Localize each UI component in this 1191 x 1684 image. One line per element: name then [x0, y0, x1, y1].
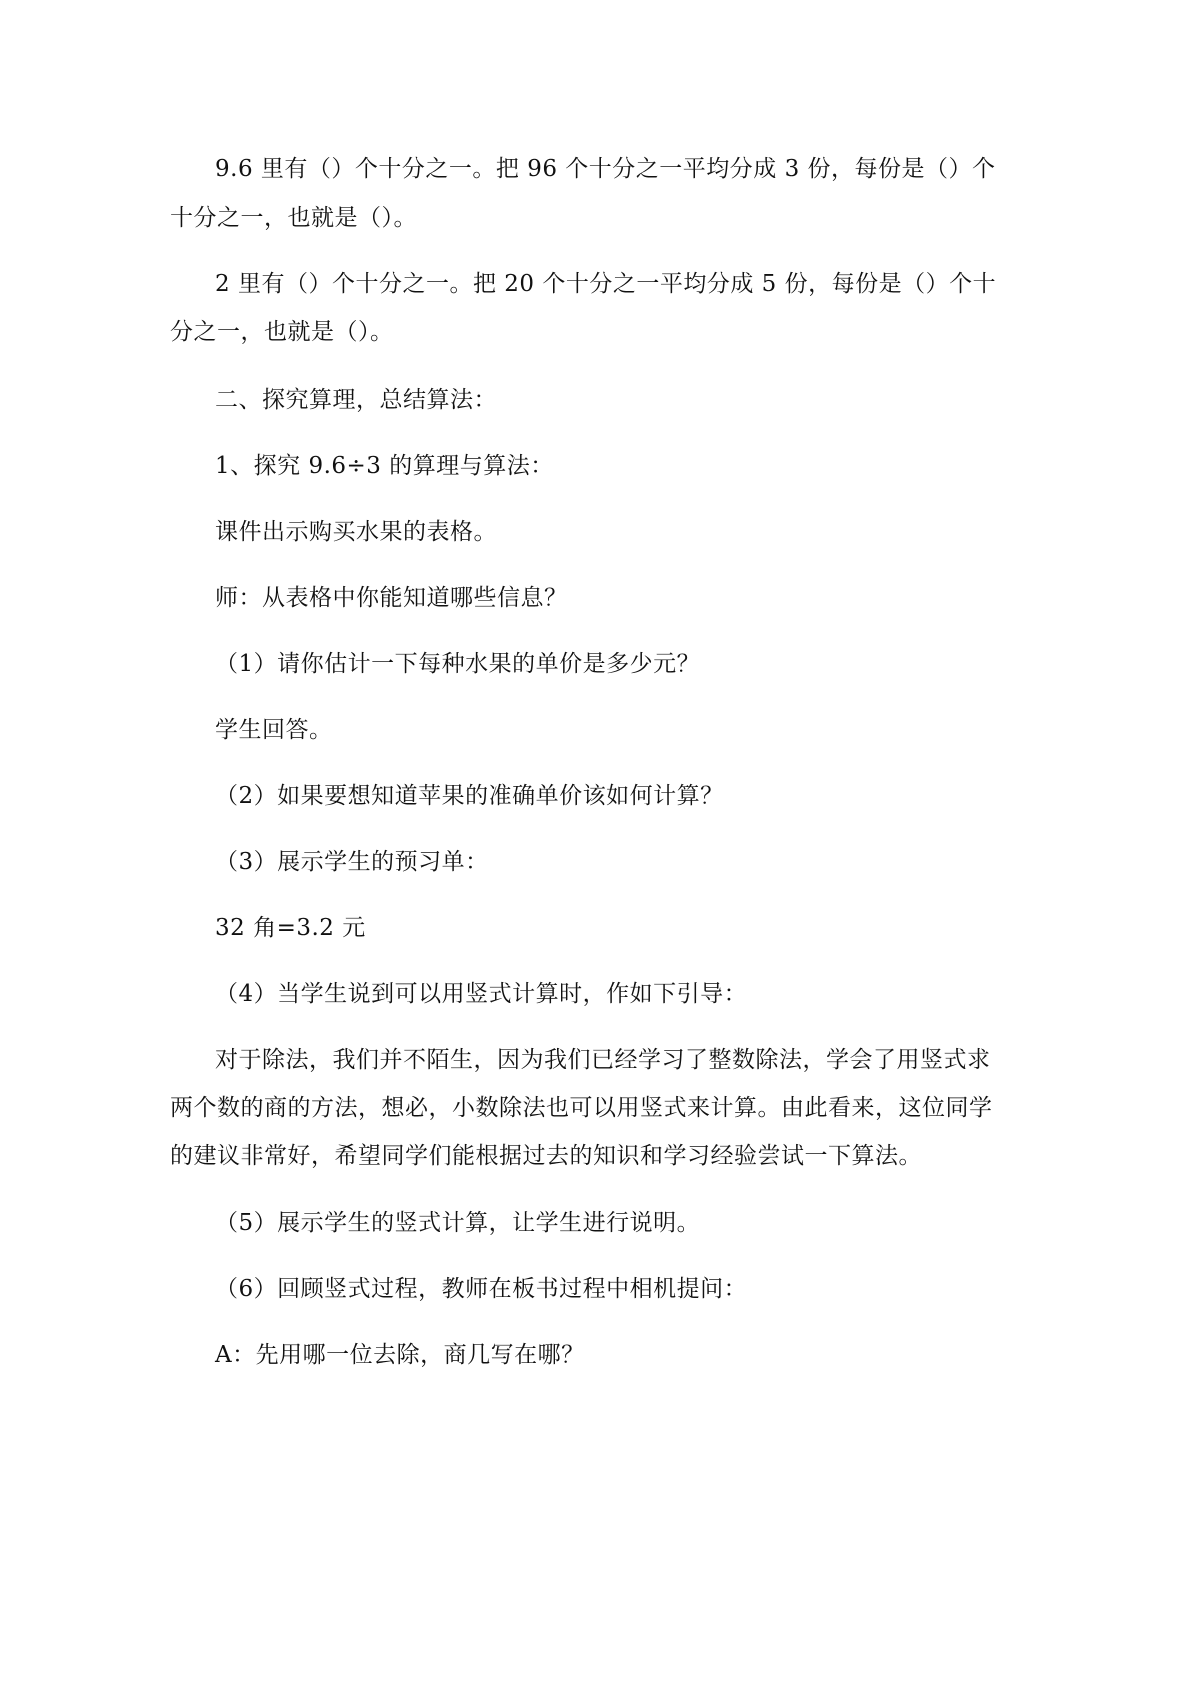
paragraph-10: （3）展示学生的预习单： [215, 849, 489, 875]
paragraph-12: （4）当学生说到可以用竖式计算时，作如下引导： [215, 981, 748, 1007]
paragraph-5: 课件出示购买水果的表格。 [215, 519, 497, 545]
paragraph-1-line-1: 9.6 里有（）个十分之一。把 96 个十分之一平均分成 3 份，每份是（）个 [215, 156, 996, 182]
paragraph-9: （2）如果要想知道苹果的准确单价该如何计算？ [215, 783, 724, 809]
paragraph-15: （6）回顾竖式过程，教师在板书过程中相机提问： [215, 1276, 748, 1302]
paragraph-2-line-2: 分之一，也就是（）。 [170, 319, 394, 345]
paragraph-13-line-3: 的建议非常好，希望同学们能根据过去的知识和学习经验尝试一下算法。 [170, 1143, 922, 1169]
paragraph-7: （1）请你估计一下每种水果的单价是多少元？ [215, 651, 701, 677]
paragraph-13-line-2: 两个数的商的方法，想必，小数除法也可以用竖式来计算。由此看来，这位同学 [170, 1095, 993, 1121]
subsection-heading: 1、探究 9.6÷3 的算理与算法： [215, 453, 554, 479]
paragraph-11: 32 角=3.2 元 [215, 915, 366, 941]
paragraph-13-line-1: 对于除法，我们并不陌生，因为我们已经学习了整数除法，学会了用竖式求 [215, 1047, 991, 1073]
paragraph-6: 师：从表格中你能知道哪些信息？ [215, 585, 568, 611]
paragraph-2-line-1: 2 里有（）个十分之一。把 20 个十分之一平均分成 5 份，每份是（）个十 [215, 271, 997, 297]
paragraph-1-line-2: 十分之一，也就是（）。 [170, 205, 417, 231]
paragraph-16: A：先用哪一位去除，商几写在哪？ [215, 1342, 585, 1368]
section-heading: 二、探究算理，总结算法： [215, 387, 497, 413]
paragraph-8: 学生回答。 [215, 717, 333, 743]
paragraph-14: （5）展示学生的竖式计算，让学生进行说明。 [215, 1210, 701, 1236]
